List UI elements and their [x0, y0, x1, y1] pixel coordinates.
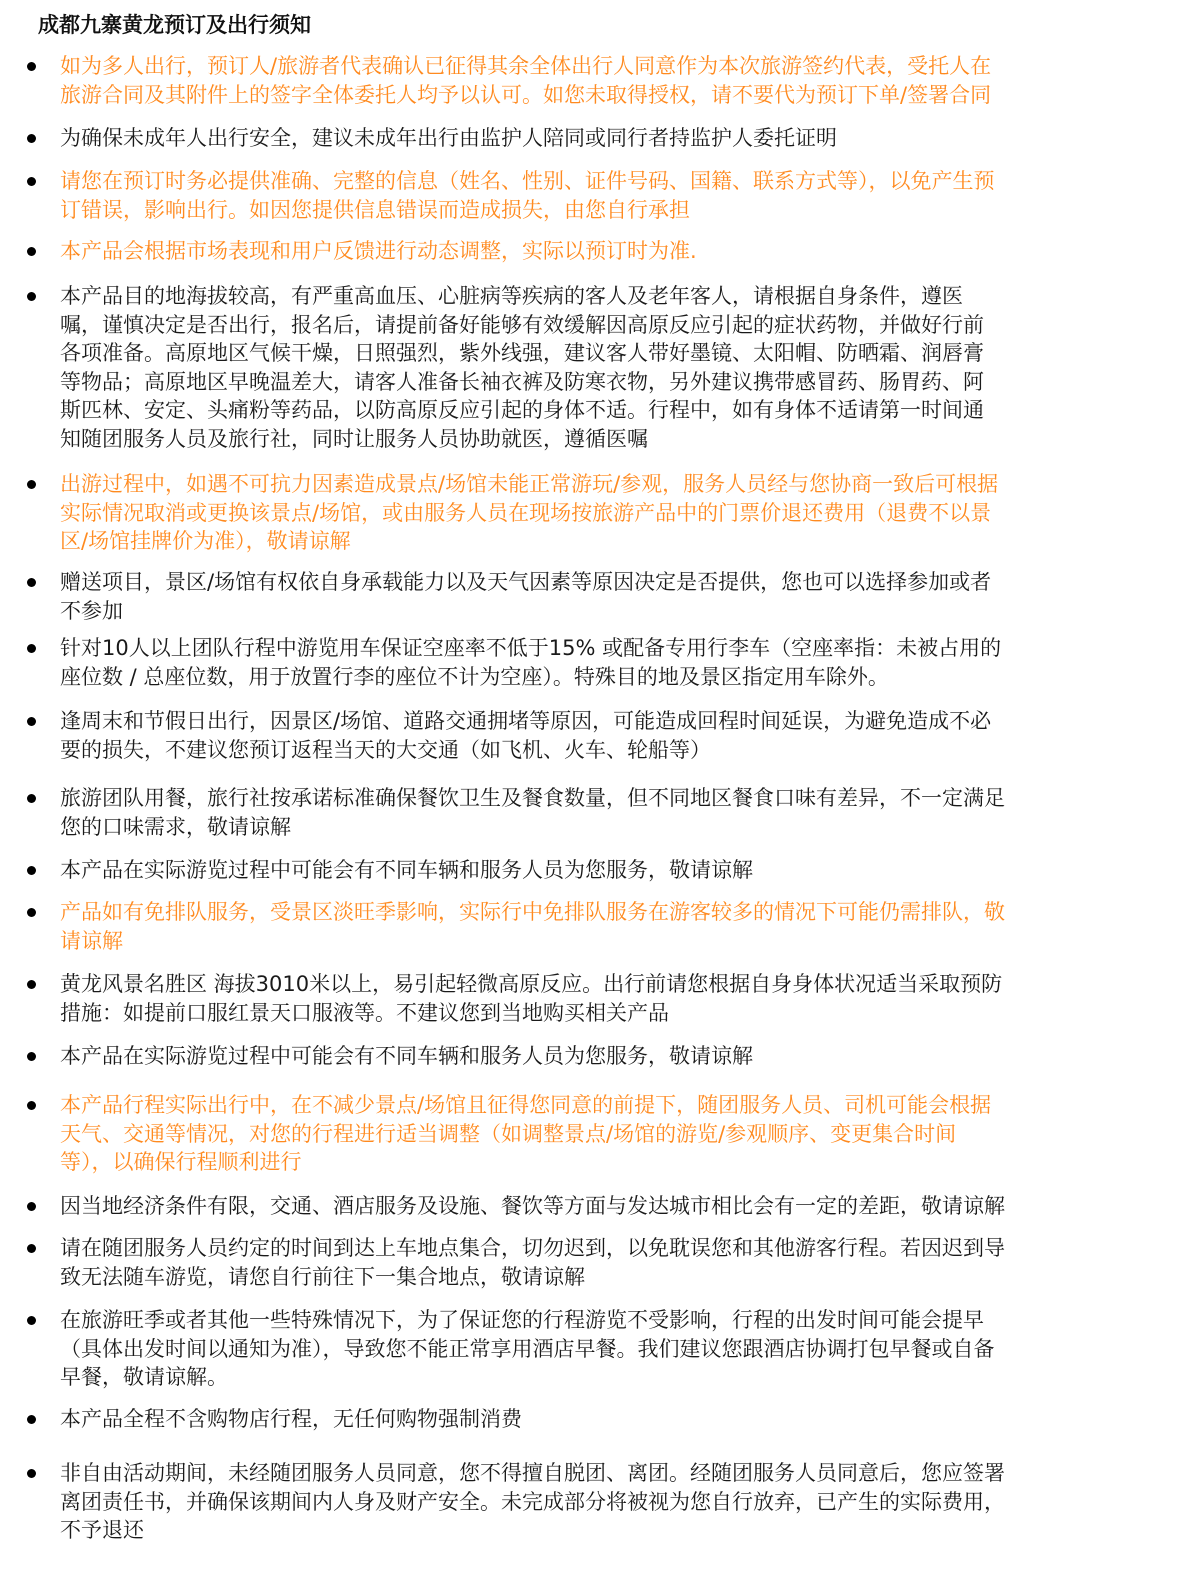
notice-text: 本产品行程实际出行中，在不减少景点/场馆且征得您同意的前提下，随团服务人员、司机可能会根据 天气、交通等情况，对您的行程进行适当调整（如调整景点/场馆的游览/参观顺序、变更集合时间 等），以确保行程顺利进行 — [60, 1093, 992, 1174]
bullet-icon — [27, 980, 36, 989]
notice-text: 黄龙风景名胜区 海拔3010米以上，易引起轻微高原反应。出行前请您根据自身身体状况适当采取预防 措施：如提前口服红景天口服液等。不建议您到当地购买相关产品 — [60, 972, 1003, 1025]
bullet-icon — [27, 480, 36, 489]
notice-text: 请在随团服务人员约定的时间到达上车地点集合，切勿迟到，以免耽误您和其他游客行程。若因迟到导 致无法随车游览，请您自行前往下一集合地点，敬请谅解 — [60, 1236, 1005, 1289]
notice-text: 针对10人以上团队行程中游览用车保证空座率不低于15% 或配备专用行李车（空座率指：未被占用的 座位数 / 总座位数，用于放置行李的座位不计为空座）。特殊目的地及景区指定用车除外。 — [60, 636, 1002, 689]
notice-text: 赠送项目，景区/场馆有权依自身承载能力以及天气因素等原因决定是否提供，您也可以选择参加或者 不参加 — [60, 570, 992, 623]
notice-text: 在旅游旺季或者其他一些特殊情况下，为了保证您的行程游览不受影响，行程的出发时间可能会提早 （具体出发时间以通知为准），导致您不能正常享用酒店早餐。我们建议您跟酒店协调打包早餐或自备 早餐，敬请谅解。 — [60, 1308, 995, 1389]
bullet-icon — [27, 717, 36, 726]
bullet-icon — [27, 134, 36, 143]
bullet-icon — [27, 866, 36, 875]
notice-text: 本产品在实际游览过程中可能会有不同车辆和服务人员为您服务，敬请谅解 — [60, 858, 753, 882]
bullet-icon — [27, 1101, 36, 1110]
bullet-icon — [27, 1415, 36, 1424]
bullet-icon — [27, 908, 36, 917]
notice-text: 本产品在实际游览过程中可能会有不同车辆和服务人员为您服务，敬请谅解 — [60, 1044, 753, 1068]
bullet-icon — [27, 1052, 36, 1061]
notice-text: 本产品全程不含购物店行程，无任何购物强制消费 — [60, 1407, 522, 1431]
bullet-icon — [27, 247, 36, 256]
bullet-icon — [27, 177, 36, 186]
notice-text: 旅游团队用餐，旅行社按承诺标准确保餐饮卫生及餐食数量，但不同地区餐食口味有差异，不一定满足 您的口味需求，敬请谅解 — [60, 786, 1005, 839]
bullet-icon — [27, 1469, 36, 1478]
notice-text: 为确保未成年人出行安全，建议未成年出行由监护人陪同或同行者持监护人委托证明 — [60, 126, 837, 150]
notice-text: 如为多人出行，预订人/旅游者代表确认已征得其余全体出行人同意作为本次旅游签约代表，受托人在 旅游合同及其附件上的签字全体委托人均予以认可。如您未取得授权，请不要代为预订下单/签署合同 — [60, 54, 992, 107]
bullet-icon — [27, 578, 36, 587]
bullet-icon — [27, 292, 36, 301]
notice-text: 产品如有免排队服务，受景区淡旺季影响，实际行中免排队服务在游客较多的情况下可能仍需排队，敬 请谅解 — [60, 900, 1005, 953]
bullet-icon — [27, 1244, 36, 1253]
bullet-icon — [27, 794, 36, 803]
notice-text: 请您在预订时务必提供准确、完整的信息（姓名、性别、证件号码、国籍、联系方式等），以免产生预 订错误，影响出行。如因您提供信息错误而造成损失，由您自行承担 — [60, 169, 995, 222]
notice-text: 逢周末和节假日出行，因景区/场馆、道路交通拥堵等原因，可能造成回程时间延误，为避免造成不必 要的损失，不建议您预订返程当天的大交通（如飞机、火车、轮船等） — [60, 709, 992, 762]
notice-text: 非自由活动期间，未经随团服务人员同意，您不得擅自脱团、离团。经随团服务人员同意后，您应签署 离团责任书，并确保该期间内人身及财产安全。未完成部分将被视为您自行放弃，已产生的实际费用， 不予退还 — [60, 1461, 1005, 1542]
notice-text: 本产品会根据市场表现和用户反馈进行动态调整，实际以预订时为准. — [60, 239, 697, 263]
notice-text: 出游过程中，如遇不可抗力因素造成景点/场馆未能正常游玩/参观，服务人员经与您协商一致后可根据 实际情况取消或更换该景点/场馆，或由服务人员在现场按旅游产品中的门票价退还费用（退费不以景 区/场馆挂牌价为准），敬请谅解 — [60, 472, 999, 553]
notice-text: 本产品目的地海拔较高，有严重高血压、心脏病等疾病的客人及老年客人，请根据自身条件，遵医 嘱，谨慎决定是否出行，报名后，请提前备好能够有效缓解因高原反应引起的症状药物，并做好行前 各项准备。高原地区气候干燥，日照强烈，紫外线强，建议客人带好墨镜、太阳帽、防晒霜、润唇膏 等物品；高原地区早晚温差大，请客人准备长袖衣裤及防寒衣物，另外建议携带感冒药、肠胃药、阿 斯匹林、安定、头痛粉等药品，以防高原反应引起的身体不适。行程中，如有身体不适请第一时间通 知随团服务人员及旅行社，同时让服务人员协助就医，遵循医嘱 — [60, 284, 984, 451]
bullet-icon — [27, 1316, 36, 1325]
notice-text: 因当地经济条件有限，交通、酒店服务及设施、餐饮等方面与发达城市相比会有一定的差距，敬请谅解 — [60, 1194, 1005, 1218]
bullet-icon — [27, 1202, 36, 1211]
bullet-icon — [27, 644, 36, 653]
bullet-icon — [27, 62, 36, 71]
document-title: 成都九寨黄龙预订及出行须知 — [38, 13, 311, 37]
